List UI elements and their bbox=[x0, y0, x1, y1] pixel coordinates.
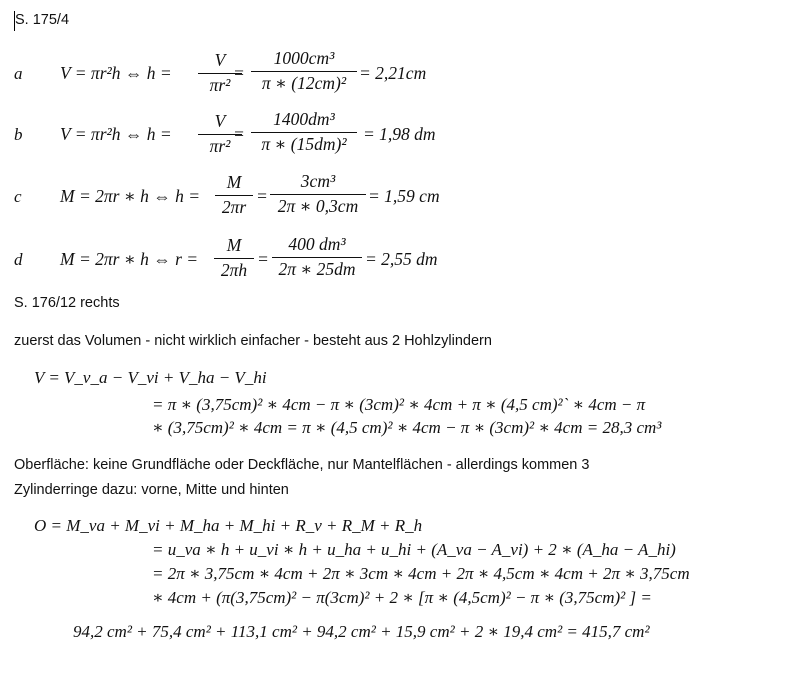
row-a-label: a bbox=[14, 64, 23, 83]
row-a-equals: = bbox=[233, 63, 245, 83]
row-c-frac2-numerator: 3cm³ bbox=[270, 171, 366, 195]
volume-line-1: V = V_v_a − V_vi + V_ha − V_hi bbox=[34, 368, 267, 387]
row-a-frac2-denominator: π ∗ (12cm)² bbox=[261, 73, 347, 93]
row-b-equals: = bbox=[233, 124, 245, 144]
volume-line-2: = π ∗ (3,75cm)² ∗ 4cm − π ∗ (3cm)² ∗ 4cm + π ∗ (4,5 cm)²` ∗ 4cm − π bbox=[152, 395, 646, 414]
surface-line-4: ∗ 4cm + (π(3,75cm)² − π(3cm)² + 2 ∗ [π ∗ (4,5cm)² − π ∗ (3,75cm)² ] = bbox=[152, 588, 652, 607]
row-c-formula: M = 2πr ∗ h ⇔ h = bbox=[60, 186, 201, 206]
row-d-label: d bbox=[14, 250, 23, 269]
row-a-frac1-numerator: V bbox=[198, 50, 242, 74]
row-d-formula: M = 2πr ∗ h ⇔ r = bbox=[60, 249, 199, 269]
row-d-frac2-numerator: 400 dm³ bbox=[272, 234, 362, 258]
row-c-frac1-denominator: 2πr bbox=[221, 197, 247, 217]
row-d-fraction-1 bbox=[214, 235, 254, 281]
surface-line-3: = 2π ∗ 3,75cm ∗ 4cm + 2π ∗ 3cm ∗ 4cm + 2π ∗ 4,5cm ∗ 4cm + 2π ∗ 3,75cm bbox=[152, 564, 690, 583]
row-a-fraction-2 bbox=[251, 48, 357, 94]
row-b-frac2-numerator: 1400dm³ bbox=[251, 109, 357, 133]
row-c-frac2-denominator: 2π ∗ 0,3cm bbox=[277, 196, 359, 216]
row-d-frac1-denominator: 2πh bbox=[220, 260, 248, 280]
row-c-label: c bbox=[14, 187, 22, 206]
row-b-fraction-2 bbox=[251, 109, 357, 155]
surface-result-line: 94,2 cm² + 75,4 cm² + 113,1 cm² + 94,2 cm² + 15,9 cm² + 2 ∗ 19,4 cm² = 415,7 cm² bbox=[73, 622, 650, 641]
row-c-equals: = bbox=[256, 186, 268, 206]
row-b-frac1-denominator: πr² bbox=[209, 136, 231, 156]
row-a-result: = 2,21cm bbox=[359, 63, 427, 83]
row-b-label: b bbox=[14, 125, 23, 144]
surface-intro-line-1: Oberfläche: keine Grundfläche oder Deckfläche, nur Mantelflächen - allerdings kommen 3 bbox=[14, 457, 590, 473]
row-a-formula: V = πr²h ⇔ h = bbox=[60, 63, 172, 83]
row-b-result: = 1,98 dm bbox=[363, 124, 436, 144]
row-c-fraction-1 bbox=[215, 172, 253, 218]
surface-line-2: = u_va ∗ h + u_vi ∗ h + u_ha + u_hi + (A_va − A_vi) + 2 ∗ (A_ha − A_hi) bbox=[152, 540, 676, 559]
volume-intro: zuerst das Volumen - nicht wirklich einfacher - besteht aus 2 Hohlzylindern bbox=[14, 333, 492, 349]
row-a-frac2-numerator: 1000cm³ bbox=[251, 48, 357, 72]
row-b-frac1-numerator: V bbox=[198, 111, 242, 135]
surface-line-1: O = M_va + M_vi + M_ha + M_hi + R_v + R_M + R_h bbox=[34, 516, 423, 535]
row-c-fraction-2 bbox=[270, 171, 366, 217]
row-d-frac2-denominator: 2π ∗ 25dm bbox=[278, 259, 356, 279]
row-d-frac1-numerator: M bbox=[214, 235, 254, 259]
row-b-frac2-denominator: π ∗ (15dm)² bbox=[261, 134, 347, 154]
row-d-fraction-2 bbox=[272, 234, 362, 280]
row-c-result: = 1,59 cm bbox=[368, 186, 440, 206]
heading-s176: S. 176/12 rechts bbox=[14, 295, 120, 311]
row-b-formula: V = πr²h ⇔ h = bbox=[60, 124, 172, 144]
row-d-result: = 2,55 dm bbox=[365, 249, 438, 269]
row-a-frac1-denominator: πr² bbox=[209, 75, 231, 95]
surface-intro-line-2: Zylinderringe dazu: vorne, Mitte und hinten bbox=[14, 482, 289, 498]
row-c-frac1-numerator: M bbox=[215, 172, 253, 196]
row-d-equals: = bbox=[257, 249, 269, 269]
volume-line-3: ∗ (3,75cm)² ∗ 4cm = π ∗ (4,5 cm)² ∗ 4cm − π ∗ (3cm)² ∗ 4cm = 28,3 cm³ bbox=[152, 418, 662, 437]
heading-s175: S. 175/4 bbox=[15, 12, 70, 28]
